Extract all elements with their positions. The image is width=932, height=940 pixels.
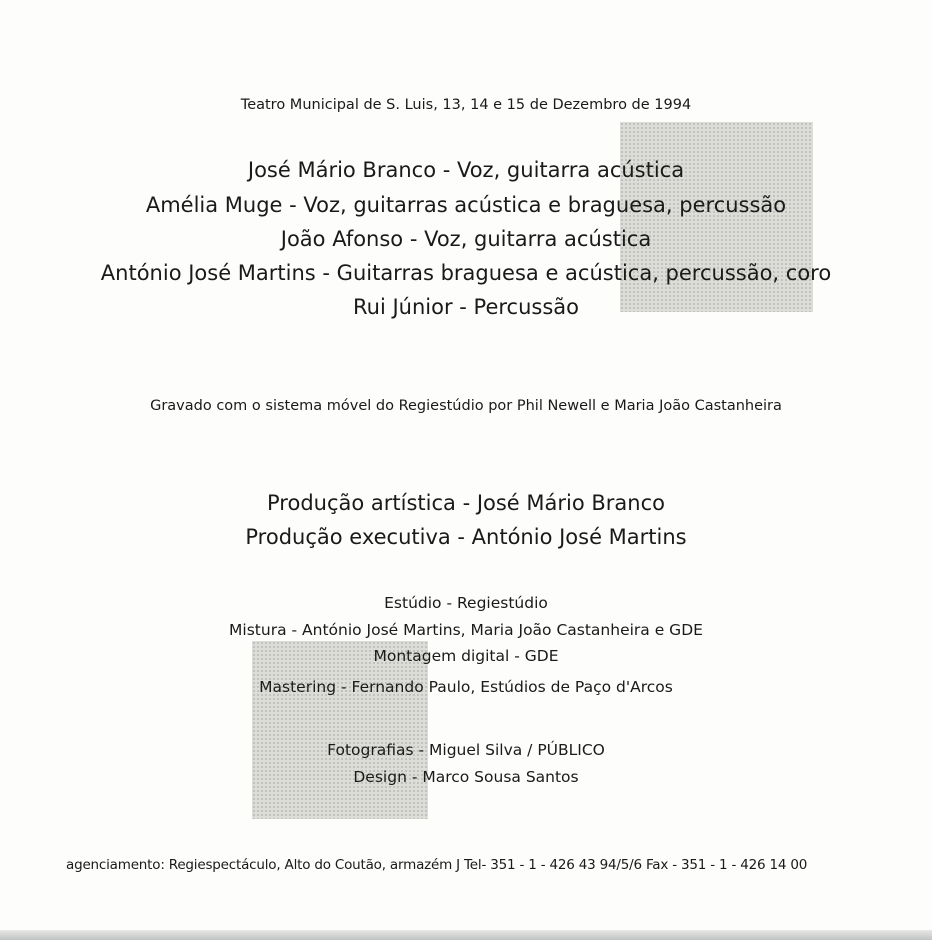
production-line: Produção executiva - António José Martins <box>245 525 687 549</box>
halftone-panel-bottom <box>252 641 428 819</box>
technical-line: Montagem digital - GDE <box>373 647 559 665</box>
musician-line: José Mário Branco - Voz, guitarra acústica <box>247 158 685 182</box>
credit-line: Design - Marco Sousa Santos <box>353 768 579 786</box>
production-line: Produção artística - José Mário Branco <box>267 491 665 515</box>
musician-line: João Afonso - Voz, guitarra acústica <box>280 227 652 251</box>
recording-line: Gravado com o sistema móvel do Regiestúdio por Phil Newell e Maria João Castanheira <box>150 398 782 414</box>
technical-line: Mastering - Fernando Paulo, Estúdios de Paço d'Arcos <box>259 678 673 696</box>
musician-line: António José Martins - Guitarras braguesa e acústica, percussão, coro <box>100 261 832 285</box>
musician-line: Amélia Muge - Voz, guitarras acústica e braguesa, percussão <box>145 193 787 217</box>
technical-line: Mistura - António José Martins, Maria João Castanheira e GDE <box>229 621 703 639</box>
musician-line: Rui Júnior - Percussão <box>353 295 579 319</box>
venue-line: Teatro Municipal de S. Luis, 13, 14 e 15 de Dezembro de 1994 <box>240 97 692 113</box>
footer-contact: agenciamento: Regiespectáculo, Alto do Coutão, armazém J Tel- 351 - 1 - 426 43 94/5/6 Fax - 351 - 1 - 426 14 00 <box>66 857 808 873</box>
technical-line: Estúdio - Regiestúdio <box>384 594 548 612</box>
bottom-edge <box>0 930 932 940</box>
credit-line: Fotografias - Miguel Silva / PÚBLICO <box>327 741 605 759</box>
